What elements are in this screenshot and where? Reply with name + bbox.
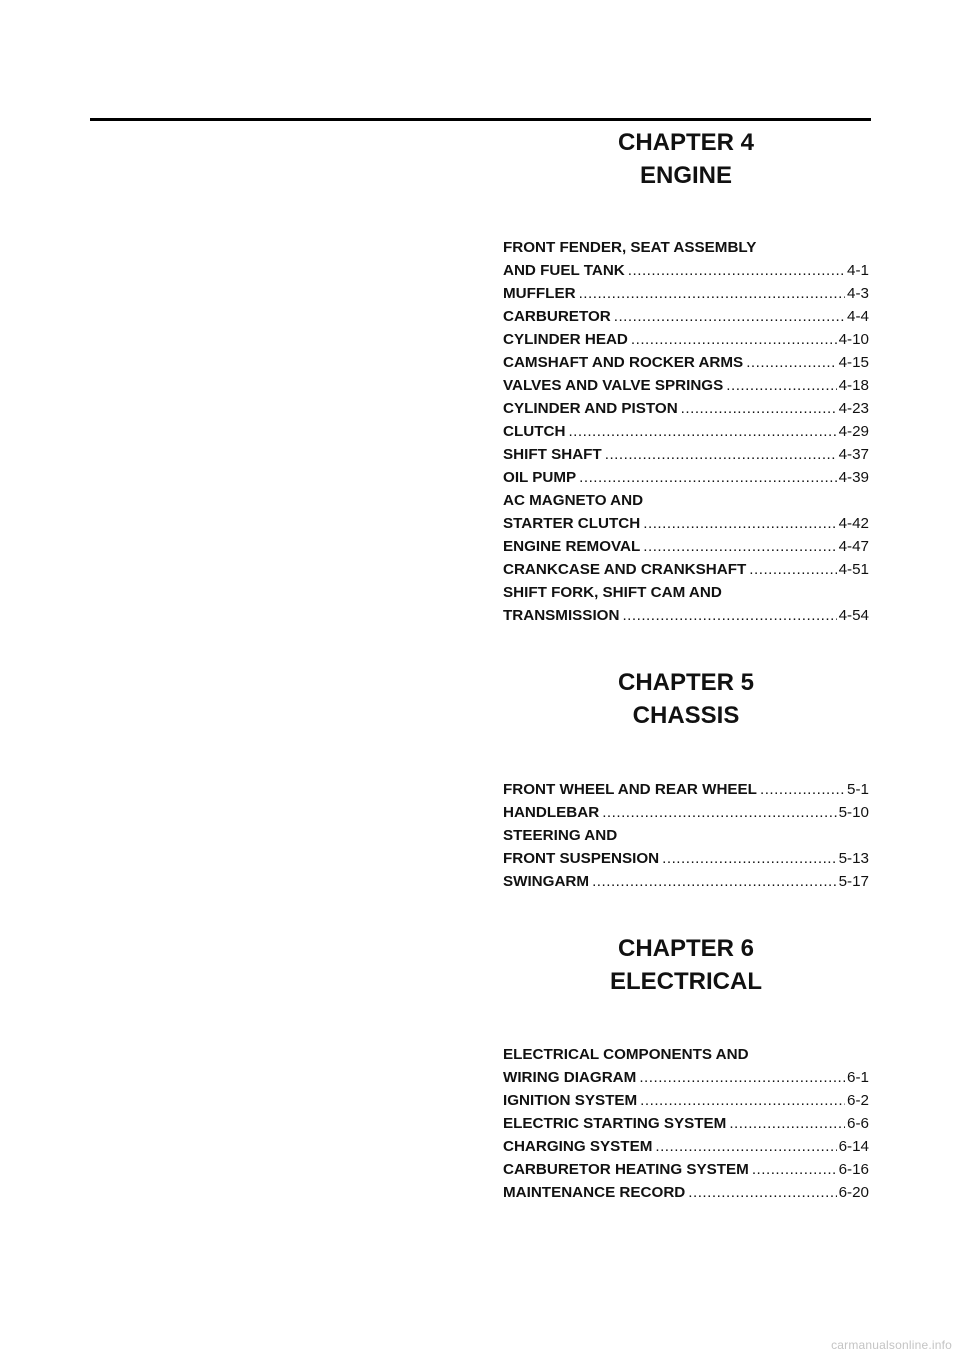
toc-entry-title: FRONT SUSPENSION (503, 850, 660, 867)
toc-entry-page: 6-2 (847, 1092, 869, 1109)
toc-entry-title: VALVES AND VALVE SPRINGS (503, 377, 724, 394)
toc-entry-title: OIL PUMP (503, 469, 577, 486)
toc-entry-page: 4-1 (847, 262, 869, 279)
toc-entry-page: 4-39 (838, 469, 869, 486)
dot-leader (726, 374, 836, 397)
toc-entry-page: 4-4 (847, 308, 869, 325)
toc-entry[interactable] (503, 489, 869, 535)
dot-leader (631, 328, 837, 351)
toc-entry-title: AND FUEL TANK (503, 262, 625, 279)
toc-entry-title-line1: AC MAGNETO AND (503, 492, 644, 509)
chapter4-heading-block (502, 126, 870, 192)
toc-entry-title: ELECTRIC STARTING SYSTEM (503, 1115, 727, 1132)
dot-leader (592, 870, 837, 893)
toc-entry-page: 6-14 (838, 1138, 869, 1155)
toc-entry-title: MUFFLER (503, 285, 576, 302)
toc-entry-title: IGNITION SYSTEM (503, 1092, 638, 1109)
toc-entry-title: HANDLEBAR (503, 804, 600, 821)
toc-entry[interactable] (503, 443, 869, 466)
dot-leader (681, 397, 837, 420)
chapter4-toc (503, 236, 869, 627)
toc-entry[interactable] (503, 1158, 869, 1181)
dot-leader (602, 801, 836, 824)
toc-entry-title: CLUTCH (503, 423, 566, 440)
dot-leader (760, 778, 845, 801)
toc-entry[interactable] (503, 778, 869, 801)
chapter5-toc (503, 778, 869, 893)
toc-entry[interactable] (503, 581, 869, 627)
toc-entry[interactable] (503, 374, 869, 397)
toc-entry-page: 4-29 (838, 423, 869, 440)
toc-entry[interactable] (503, 1181, 869, 1204)
toc-entry-title: TRANSMISSION (503, 607, 620, 624)
chapter6-heading-block (502, 932, 870, 998)
dot-leader (655, 1135, 836, 1158)
toc-entry-page: 4-15 (838, 354, 869, 371)
toc-entry-title-line1: FRONT FENDER, SEAT ASSEMBLY (503, 239, 757, 256)
toc-entry[interactable] (503, 305, 869, 328)
toc-entry[interactable] (503, 1089, 869, 1112)
toc-entry-page: 4-37 (838, 446, 869, 463)
toc-entry-title: SHIFT SHAFT (503, 446, 602, 463)
dot-leader (579, 466, 836, 489)
dot-leader (639, 1066, 845, 1089)
toc-entry-page: 4-23 (838, 400, 869, 417)
toc-entry-title: CRANKCASE AND CRANKSHAFT (503, 561, 747, 578)
dot-leader (749, 558, 836, 581)
toc-entry-title: CYLINDER HEAD (503, 331, 628, 348)
dot-leader (662, 847, 836, 870)
toc-entry-page: 4-51 (838, 561, 869, 578)
toc-entry-page: 4-54 (838, 607, 869, 624)
toc-entry-page: 6-16 (838, 1161, 869, 1178)
toc-entry[interactable] (503, 1043, 869, 1089)
chapter6-heading: CHAPTER 6 (617, 935, 755, 962)
toc-entry[interactable] (503, 351, 869, 374)
dot-leader (605, 443, 837, 466)
toc-entry[interactable] (503, 824, 869, 870)
toc-entry-page: 6-6 (847, 1115, 869, 1132)
toc-entry[interactable] (503, 801, 869, 824)
toc-entry-page: 5-13 (838, 850, 869, 867)
toc-entry-title: CAMSHAFT AND ROCKER ARMS (503, 354, 744, 371)
dot-leader (579, 282, 845, 305)
toc-entry-title: FRONT WHEEL AND REAR WHEEL (503, 781, 757, 798)
toc-entry-title: CARBURETOR HEATING SYSTEM (503, 1161, 749, 1178)
toc-entry[interactable] (503, 397, 869, 420)
toc-entry-title: WIRING DIAGRAM (503, 1069, 637, 1086)
dot-leader (688, 1181, 836, 1204)
toc-entry[interactable] (503, 236, 869, 282)
toc-entry-page: 5-17 (838, 873, 869, 890)
toc-entry-title: SWINGARM (503, 873, 590, 890)
dot-leader (752, 1158, 837, 1181)
toc-entry[interactable] (503, 282, 869, 305)
chapter6-subheading: ELECTRICAL (610, 968, 762, 995)
toc-entry[interactable] (503, 420, 869, 443)
toc-entry-page: 5-1 (847, 781, 869, 798)
chapter4-subheading: ENGINE (639, 162, 732, 189)
watermark (0, 1338, 960, 1352)
toc-entry-title: MAINTENANCE RECORD (503, 1184, 686, 1201)
toc-entry-page: 4-18 (838, 377, 869, 394)
top-rule (90, 118, 871, 121)
dot-leader (628, 259, 845, 282)
toc-entry-title: CARBURETOR (503, 308, 611, 325)
toc-entry[interactable] (503, 1135, 869, 1158)
toc-entry[interactable] (503, 535, 869, 558)
dot-leader (643, 512, 836, 535)
dot-leader (643, 535, 836, 558)
dot-leader (746, 351, 836, 374)
toc-entry[interactable] (503, 328, 869, 351)
toc-entry-title: CHARGING SYSTEM (503, 1138, 653, 1155)
chapter6-toc (503, 1043, 869, 1204)
toc-entry-title-line1: ELECTRICAL COMPONENTS AND (503, 1046, 749, 1063)
toc-entry-page: 6-20 (838, 1184, 869, 1201)
toc-entry-page: 4-3 (847, 285, 869, 302)
dot-leader (729, 1112, 845, 1135)
toc-entry-title-line1: SHIFT FORK, SHIFT CAM AND (503, 584, 722, 601)
toc-entry-title: ENGINE REMOVAL (503, 538, 641, 555)
toc-entry-title: CYLINDER AND PISTON (503, 400, 678, 417)
chapter5-heading: CHAPTER 5 (617, 669, 755, 696)
toc-entry-title: STARTER CLUTCH (503, 515, 641, 532)
toc-entry-page: 4-42 (838, 515, 869, 532)
dot-leader (568, 420, 836, 443)
watermark-text: carmanualsonline.info (831, 1338, 952, 1352)
toc-entry-page: 6-1 (847, 1069, 869, 1086)
toc-entry[interactable] (503, 870, 869, 893)
toc-entry-page: 5-10 (838, 804, 869, 821)
toc-entry-page: 4-47 (838, 538, 869, 555)
chapter5-heading-block (502, 666, 870, 732)
chapter4-heading: CHAPTER 4 (617, 129, 755, 156)
chapter5-subheading: CHASSIS (632, 702, 740, 729)
toc-entry-title-line1: STEERING AND (503, 827, 618, 844)
toc-entry[interactable] (503, 466, 869, 489)
dot-leader (614, 305, 845, 328)
toc-entry-page: 4-10 (838, 331, 869, 348)
toc-entry[interactable] (503, 1112, 869, 1135)
dot-leader (622, 604, 836, 627)
toc-entry[interactable] (503, 558, 869, 581)
dot-leader (640, 1089, 845, 1112)
